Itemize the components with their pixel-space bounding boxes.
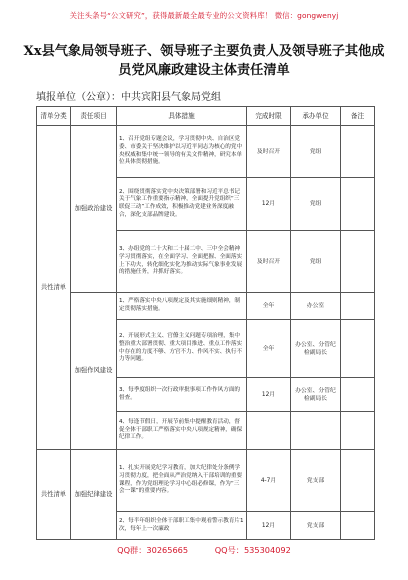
header-deadline: 完成时限	[247, 107, 291, 126]
deadline-cell: 12月	[247, 378, 291, 412]
project-cell: 加强政治建设	[71, 126, 117, 293]
header-category: 清单分类	[37, 107, 71, 126]
deadline-cell: 及时召开	[247, 231, 291, 293]
responsibility-table	[36, 106, 375, 540]
note-cell	[341, 378, 375, 412]
department-cell: 办公室、分管纪检副局长	[291, 320, 341, 378]
deadline-cell: 12月	[247, 178, 291, 231]
measure-cell: 2、开展形式主义、官僚主义问题专项治理，集中整治重大部署贯彻、重大项目推进、重点工作落实中存在的力度不够、方官不力、作风不实、执行不力等问题。	[117, 320, 247, 378]
reporting-unit: 填报单位（公章）：中共宾阳县气象局党组	[36, 92, 221, 103]
department-cell	[291, 412, 341, 450]
qq-number-text: QQ号：535304092	[214, 545, 291, 555]
measure-cell: 1、扎实开展党纪学习教育，加大纪律处分条例学习贯彻力度，把全面从严治党纳入干部培训的重要课程，作为党组理论学习中心组必修课，作为“三会一课”的重要内容。	[117, 450, 247, 512]
department-cell: 办公室	[291, 293, 341, 320]
header-department: 承办单位	[291, 107, 341, 126]
note-cell	[341, 231, 375, 293]
project-cell: 加强作风建设	[71, 293, 117, 450]
category-cell: 共性清单	[37, 126, 71, 450]
deadline-cell: 4-7月	[247, 450, 291, 512]
note-cell	[341, 126, 375, 178]
qq-group-text: QQ群：30265665	[117, 545, 189, 555]
measure-cell: 1、召开党组专题会议，学习贯彻中央、自治区党委、市委关于坚决维护以习近平同志为核心的党中央权威和集中统一领导的有关文件精神，研究本单位具体贯彻措施。	[117, 126, 247, 178]
header-note: 备注	[341, 107, 375, 126]
measure-cell: 2、每半年组织全体干部职工集中观看警示教育片1次，每年上一次廉政	[117, 512, 247, 540]
note-cell	[341, 412, 375, 450]
note-cell	[341, 178, 375, 231]
deadline-cell: 及时召开	[247, 126, 291, 178]
note-cell	[341, 450, 375, 512]
department-cell: 办公室、分管纪检副局长	[291, 378, 341, 412]
header-measures: 具体措施	[117, 107, 247, 126]
deadline-cell: 12月	[247, 512, 291, 540]
measure-cell: 2、围绕贯彻落实党中央决策部署和习近平总书记关于气象工作重要指示精神，全面提升党组织“三联促三动”工作成效，积极推动党建业务深度融合，深化支部品牌建设。	[117, 178, 247, 231]
contact-footer	[0, 545, 408, 556]
deadline-cell: 全年	[247, 320, 291, 378]
measure-cell: 1、严格落实中央八项规定及其实施细则精神，制定贯彻落实措施。	[117, 293, 247, 320]
department-cell: 党组	[291, 178, 341, 231]
deadline-cell: 全年	[247, 293, 291, 320]
note-cell	[341, 293, 375, 320]
measure-cell: 3、每季度组织一次行政审批事项工作作风方面的督查。	[117, 378, 247, 412]
measure-cell: 4、每逢节假日，开展节前集中提醒教育活动，督促全体干部职工严格落实中央八项规定精神，确保纪律工作。	[117, 412, 247, 450]
table-row	[37, 126, 375, 178]
table-row	[37, 450, 375, 512]
note-cell	[341, 512, 375, 540]
category-cell: 共性清单	[37, 450, 71, 540]
header-project: 责任项目	[71, 107, 117, 126]
table-header-row	[37, 107, 375, 126]
department-cell: 党组	[291, 126, 341, 178]
note-cell	[341, 320, 375, 378]
promo-banner: 关注头条号“公文研究”，获得最新最全最专业的公文资料库！ 微信：gongwenyj	[69, 11, 339, 20]
department-cell: 党组	[291, 231, 341, 293]
deadline-cell	[247, 412, 291, 450]
table-row	[37, 293, 375, 320]
document-title: Xx县气象局领导班子、领导班子主要负责人及领导班子其他成员党风廉政建设主体责任清单	[23, 44, 385, 78]
department-cell: 党支部	[291, 512, 341, 540]
measure-cell: 3、办组党的二十大和二十届二中、三中全会精神学习贯彻落实，在全面学习、全面把握、全面落实上下功夫，转化细化实化为推动实际气象事业发展的措施任务，并抓好落实。	[117, 231, 247, 293]
department-cell: 党支部	[291, 450, 341, 512]
project-cell: 加强纪律建设	[71, 450, 117, 540]
